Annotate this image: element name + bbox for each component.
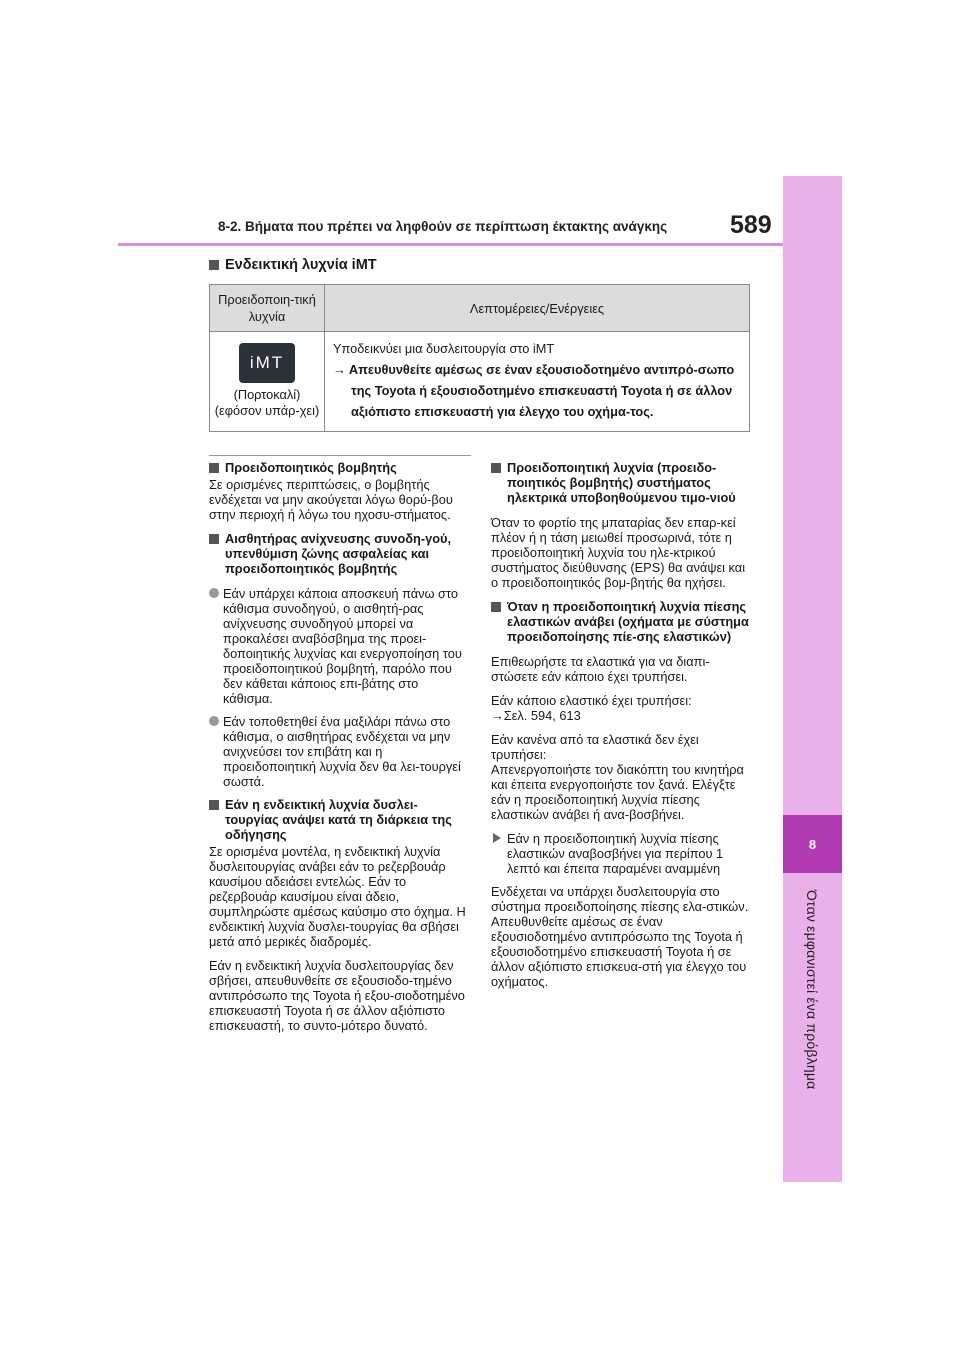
paragraph-text: Απενεργοποιήστε τον διακόπτη του κινητήρα και έπειτα ενεργοποιήστε τον ξανά. Ελέγξτε εάν η προειδοποιητική λυχνία πίεσης ελαστικών ανάβει ή ανα-βοσβήνει. <box>491 762 744 822</box>
column-divider <box>209 455 471 456</box>
lamp-action <box>333 359 741 422</box>
heading-text: Προειδοποιητικός βομβητής <box>225 460 397 475</box>
lamp-description: Υποδεικνύει μια δυσλειτουργία στο iMT <box>333 341 555 356</box>
paragraph: Ενδέχεται να υπάρχει δυσλειτουργία στο σύστημα προειδοποίησης πίεσης ελα-στικών. Απευθυνθείτε αμέσως σε έναν εξουσιοδοτημένο αντιπρόσωπο της Toyota ή εξουσιοδοτημένο επισκευαστή Toyota ή σε άλλον αξιόπιστο επισκευα-στή για έλεγχο του οχήματος. <box>491 884 749 989</box>
lamp-color-note: (Πορτοκαλί) (εφόσον υπάρ-χει) <box>214 387 320 418</box>
heading-text: Προειδοποιητική λυχνία (προειδο-ποιητικός βομβητής) συστήματος ηλεκτρικά υποβοηθούμενου τιμο-νιού <box>507 460 736 505</box>
details-cell <box>325 332 750 432</box>
paragraph: Σε ορισμένες περιπτώσεις, ο βομβητής ενδέχεται να μην ακούγεται λόγω θορύ-βου στην περιοχή ή λόγω του ηχοσυ-στήματος. <box>209 477 453 522</box>
paragraph: Εάν η ενδεικτική λυχνία δυσλειτουργίας δεν σβήσει, απευθυνθείτε σε εξουσιοδο-τημένο αντιπρόσωπο της Toyota ή εξου-σιοδοτημένο επισκευαστή Toyota ή σε άλλον αξιόπιστο επισκευαστή, το συντο-μότερο δυνατό. <box>209 958 465 1033</box>
chapter-number-badge: 8 <box>783 815 842 873</box>
paragraph: Επιθεωρήστε τα ελαστικά για να διαπι-στώσετε εάν κάποιο έχει τρυπήσει. <box>491 654 710 684</box>
bullet-text: Εάν υπάρχει κάποια αποσκευή πάνω στο κάθισμα συνοδηγού, ο αισθητή-ρας ανίχνευσης συνοδηγού μπορεί να προκαλέσει αναβόσβημα της προει-δοποιητικής λυχνίας και ενεργοποίηση του προειδοποιητικού βομβητή, παρόλο που δεν κάθεται κάποιος επι-βάτης στο κάθισμα. <box>223 586 462 706</box>
bullet-item <box>209 586 471 706</box>
table-row <box>210 332 750 432</box>
warning-lamp-table <box>209 284 750 432</box>
page-reference: →Σελ. 594, 613 <box>491 708 581 723</box>
triangle-bullet-item <box>491 831 753 876</box>
heading-malfunction-lamp <box>209 797 471 842</box>
circle-bullet-icon <box>209 588 219 598</box>
square-bullet-icon <box>209 260 219 270</box>
col-warning-lamp-header: Προειδοποιη-τική λυχνία <box>210 285 325 332</box>
paragraph: Όταν το φορτίο της μπαταρίας δεν επαρ-κεί πλέον ή η τάση μειωθεί προσωρινά, τότε η προειδοποιητική λυχνία του ηλε-κτρικού συστήματος διεύθυνσης (EPS) θα ανάψει και ο προειδοποιητικός βομ-βητής θα ηχήσει. <box>491 515 746 590</box>
right-column <box>491 460 753 998</box>
heading-tire-pressure <box>491 599 753 644</box>
header-divider <box>118 243 784 246</box>
paragraph <box>491 732 753 822</box>
heading-text: Αισθητήρας ανίχνευσης συνοδη-γού, υπενθύμιση ζώνης ασφαλείας και προειδοποιητικός βομβητής <box>225 531 452 576</box>
left-column <box>209 460 471 1042</box>
paragraph-text: Εάν κάποιο ελαστικό έχει τρυπήσει: <box>491 693 692 708</box>
square-bullet-icon <box>491 602 501 612</box>
imt-icon-label: iMT <box>249 353 285 372</box>
bullet-text: Εάν τοποθετηθεί ένα μαξιλάρι πάνω στο κάθισμα, ο αισθητήρας ενδέχεται να μην ανιχνεύσει τον επιβάτη και η προειδοποιητική λυχνία δεν θα λει-τουργεί σωστά. <box>223 714 461 789</box>
chapter-title-vertical <box>790 890 834 1180</box>
heading-buzzer <box>209 460 471 475</box>
section-heading <box>209 257 377 273</box>
square-bullet-icon <box>491 463 501 473</box>
heading-eps-lamp <box>491 460 753 505</box>
lamp-cell <box>210 332 325 432</box>
lamp-description-block <box>326 333 748 430</box>
square-bullet-icon <box>209 534 219 544</box>
chapter-title: Όταν εμφανιστεί ένα πρόβλημα <box>804 890 820 1090</box>
circle-bullet-icon <box>209 716 219 726</box>
paragraph <box>491 693 753 723</box>
page-number: 589 <box>730 211 772 239</box>
paragraph-text: Εάν κανένα από τα ελαστικά δεν έχει τρυπήσει: <box>491 732 699 762</box>
paragraph: Σε ορισμένα μοντέλα, η ενδεικτική λυχνία δυσλειτουργίας ανάβει εάν το ρεζερβουάρ καυσίμου αδειάσει εντελώς. Εάν το ρεζερβουάρ καυσίμου είναι άδειο, συμπληρώστε αμέσως καύσιμο στο όχημα. Η ενδεικτική λυχνία δυσλει-τουργίας θα σβήσει μετά από μερικές διαδρομές. <box>209 844 466 949</box>
heading-text: Όταν η προειδοποιητική λυχνία πίεσης ελαστικών ανάβει (οχήματα με σύστημα προειδοποίησης πίε-σης ελαστικών) <box>507 599 749 644</box>
triangle-bullet-icon <box>493 833 501 843</box>
imt-indicator-icon <box>239 343 295 383</box>
heading-passenger-sensor <box>209 531 471 576</box>
heading-text: Εάν η ενδεικτική λυχνία δυσλει-τουργίας ανάψει κατά τη διάρκεια της οδήγησης <box>225 797 452 842</box>
bullet-text: Εάν η προειδοποιητική λυχνία πίεσης ελαστικών αναβοσβήνει για περίπου 1 λεπτό και έπειτα παραμένει αναμμένη <box>507 831 724 876</box>
square-bullet-icon <box>209 463 219 473</box>
square-bullet-icon <box>209 800 219 810</box>
bullet-item <box>209 714 471 789</box>
arrow-right-icon: → <box>333 362 346 377</box>
section-title: Ενδεικτική λυχνία iMT <box>225 257 377 273</box>
lamp-action-text: Απευθυνθείτε αμέσως σε έναν εξουσιοδοτημένο αντιπρό-σωπο της Toyota ή εξουσιοδοτημένο επισκευαστή Toyota ή σε άλλον αξιόπιστο επισκευαστή για έλεγχο του οχήμα-τος. <box>348 362 735 419</box>
table-header-row <box>210 285 750 332</box>
header-title: 8-2. Βήματα που πρέπει να ληφθούν σε περίπτωση έκτακτης ανάγκης <box>218 219 668 234</box>
col-details-header: Λεπτομέρειες/Ενέργειες <box>325 285 750 332</box>
